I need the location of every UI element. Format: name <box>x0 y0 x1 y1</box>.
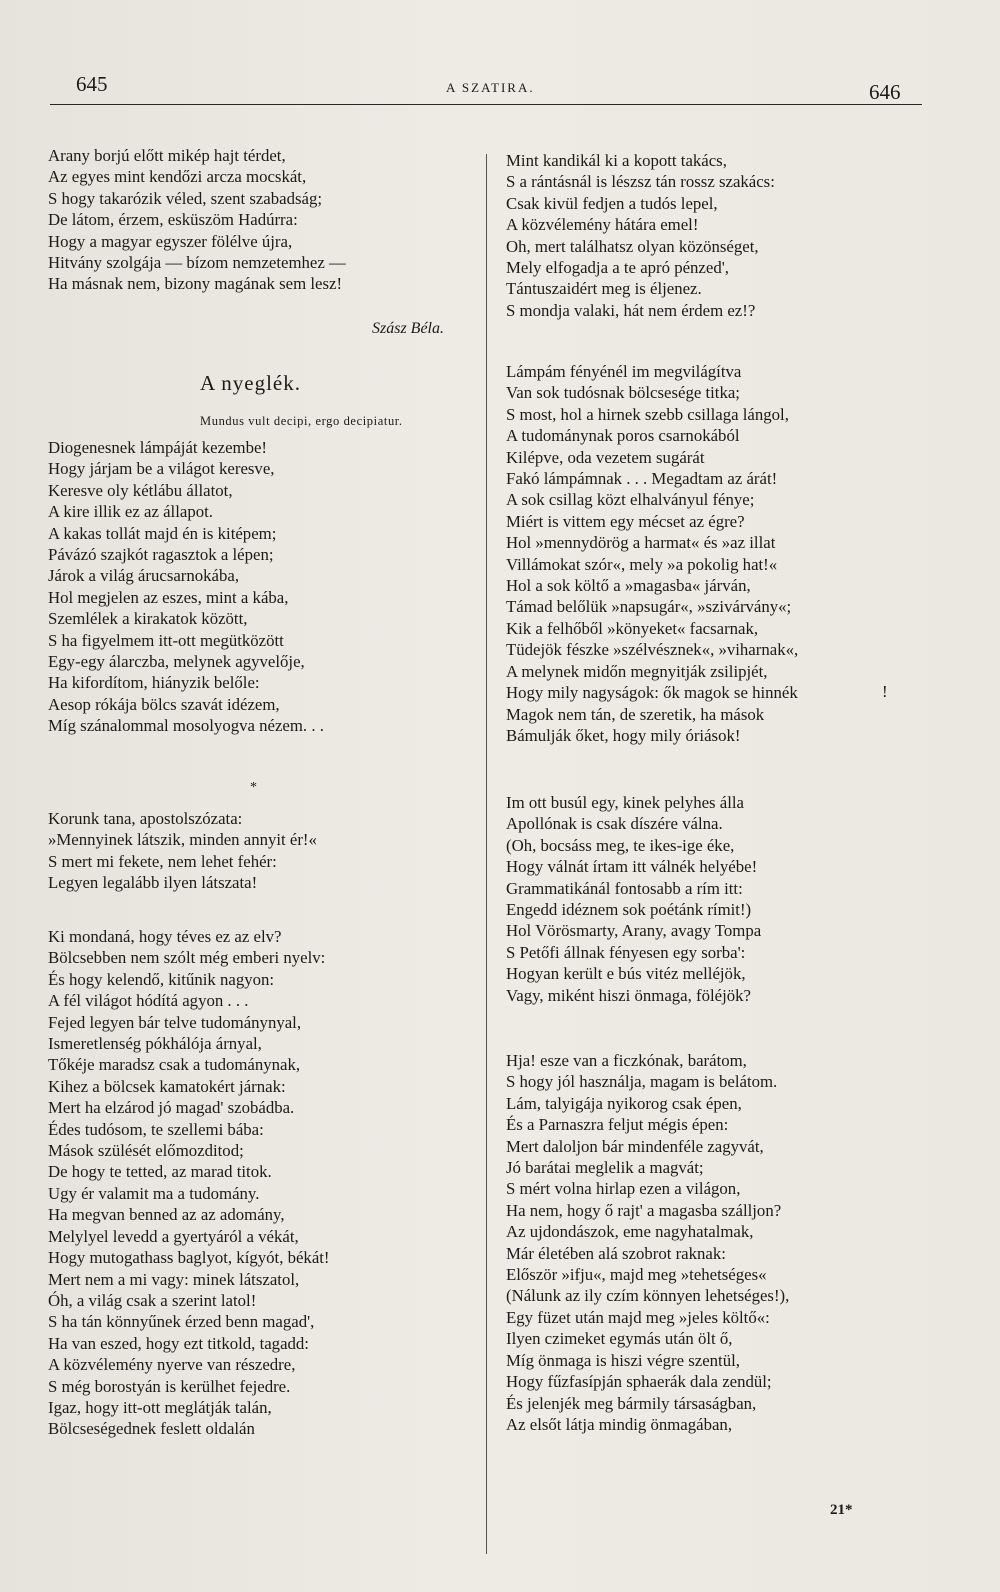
verse-line: Mint kandikál ki a kopott takács, <box>506 151 727 170</box>
verse-line: Szemlélek a kirakatok között, <box>48 609 248 629</box>
verse-line: Diogenesnek lámpáját kezembe! <box>48 438 267 457</box>
verse-line: Hol Vörösmarty, Arany, avagy Tompa <box>506 921 762 941</box>
verse-line: Kihez a bölcsek kamatokért járnak: <box>48 1076 286 1096</box>
page-number-left: 645 <box>76 72 108 96</box>
verse-line: Hogy mutogathass baglyot, kígyót, békát! <box>48 1248 330 1268</box>
verse-line: S mondja valaki, hát nem érdem ez!? <box>506 300 756 320</box>
verse-line: Ha másnak nem, bizony magának sem lesz! <box>48 274 343 294</box>
verse-line: Grammatikánál fontosabb a rím itt: <box>506 878 743 898</box>
verse-line: Járok a világ árucsarnokába, <box>48 566 240 586</box>
stanza <box>48 926 330 1440</box>
stanza <box>48 437 324 737</box>
poem-motto: Mundus vult decipi, ergo decipiatur. <box>200 414 403 428</box>
verse-line: S mért volna hirlap ezen a világon, <box>506 1179 741 1199</box>
stanza <box>506 1050 789 1435</box>
verse-line: S ha tán könnyűnek érzed benn magad', <box>48 1312 315 1332</box>
verse-line: Van sok tudósnak bölcsesége titka; <box>506 383 740 403</box>
verse-line: Már életében alá szobrot raknak: <box>506 1243 726 1263</box>
verse-line: Vagy, miként hiszi önmaga, föléjök? <box>506 985 751 1005</box>
verse-line: Míg önmaga is hiszi végre szentül, <box>506 1350 740 1370</box>
verse-line: Im ott busúl egy, kinek pelyhes álla <box>506 793 744 812</box>
verse-line: De látom, érzem, esküszöm Hadúrra: <box>48 210 298 230</box>
verse-line: Ha kifordítom, hiányzik belőle: <box>48 673 260 693</box>
running-title: A SZATIRA. <box>446 80 535 95</box>
verse-line: Fakó lámpámnak . . . Megadtam az árát! <box>506 469 778 489</box>
verse-line: Az egyes mint kendőzi arcza mocskát, <box>48 167 307 187</box>
verse-line: Támad belőlük »napsugár«, »szivárvány«; <box>506 597 792 617</box>
verse-line: Tüdejök fészke »szélvésznek«, »viharnak«, <box>506 640 799 660</box>
verse-line: S ha figyelmem itt-ott megütközött <box>48 630 284 650</box>
verse-line: Oh, mert találhatsz olyan közönséget, <box>506 236 759 256</box>
verse-line: Villámokat szór«, mely »a pokolig hat!« <box>506 554 778 574</box>
verse-line: Hol megjelen az eszes, mint a kába, <box>48 587 289 607</box>
stanza <box>48 145 346 295</box>
verse-line: Hogy fűzfasípján sphaerák dala zendül; <box>506 1372 772 1392</box>
verse-line: A közvélemény hátára emel! <box>506 215 699 235</box>
verse-line: Csak kivül fedjen a tudós lepel, <box>506 193 718 213</box>
verse-line: (Nálunk az ily czím könnyen lehetséges!), <box>506 1286 790 1306</box>
verse-line: Kilépve, oda vezetem sugárát <box>506 447 705 467</box>
verse-line: Édes tudósom, te szellemi bába: <box>48 1119 264 1139</box>
verse-line: Apollónak is csak díszére válna. <box>506 814 723 834</box>
verse-line: S hogy takarózik véled, szent szabadság; <box>48 188 323 208</box>
verse-line: S a rántásnál is lészsz tán rossz szakács: <box>506 172 775 192</box>
section-separator: * <box>250 780 257 795</box>
verse-line: Lámpám fényénél im megvilágítva <box>506 362 742 381</box>
verse-line: Hja! esze van a ficzkónak, barátom, <box>506 1051 747 1070</box>
margin-mark: ! <box>882 682 888 701</box>
verse-line: S hogy jól használja, magam is belátom. <box>506 1072 778 1092</box>
verse-line: Mert daloljon bár mindenféle zagyvát, <box>506 1136 764 1156</box>
verse-line: Arany borjú előtt mikép hajt térdet, <box>48 146 286 165</box>
verse-line: Az elsőt látja mindig önmagában, <box>506 1414 733 1434</box>
verse-line: Ugy ér valamit ma a tudomány. <box>48 1183 260 1203</box>
verse-line: Egy füzet után majd meg »jeles költő«: <box>506 1307 770 1327</box>
author-attribution: Szász Béla. <box>372 320 444 337</box>
verse-line: És a Parnaszra feljut mégis épen: <box>506 1115 729 1135</box>
verse-line: Lám, talyigája nyikorog csak épen, <box>506 1093 742 1113</box>
verse-line: (Oh, bocsáss meg, te ikes-ige éke, <box>506 835 735 855</box>
verse-line: De hogy te tetted, az marad titok. <box>48 1162 272 1182</box>
verse-line: Az ujdondászok, eme nagyhatalmak, <box>506 1222 754 1242</box>
verse-line: Míg szánalommal mosolyogva nézem. . . <box>48 716 324 736</box>
verse-line: Jó barátai meglelik a magvát; <box>506 1158 704 1178</box>
verse-line: Óh, a világ csak a szerint latol! <box>48 1290 257 1310</box>
verse-line: Mert nem a mi vagy: minek látszatol, <box>48 1269 300 1289</box>
verse-line: Hitvány szolgája — bízom nemzetemhez — <box>48 253 346 273</box>
verse-line: Melylyel levedd a gyertyáról a vékát, <box>48 1226 299 1246</box>
verse-line: Ilyen czimeket egymás után ölt ő, <box>506 1329 733 1349</box>
verse-line: Tántuszaidért meg is éljenez. <box>506 279 702 299</box>
verse-line: Legyen legalább ilyen látszata! <box>48 873 258 893</box>
verse-line: A fél világot hódítá agyon . . . <box>48 991 249 1011</box>
verse-line: Tőkéje maradsz csak a tudománynak, <box>48 1055 301 1075</box>
verse-line: Hogy mily nagyságok: ők magok se hinnék <box>506 683 798 703</box>
verse-line: Aesop rókája bölcs szavát idézem, <box>48 694 280 714</box>
header-rule <box>50 104 922 105</box>
verse-line: S most, hol a hirnek szebb csillaga lángol, <box>506 404 789 424</box>
verse-line: Egy-egy álarczba, melynek agyvelője, <box>48 652 305 672</box>
page-number-right: 646 <box>869 80 901 104</box>
verse-line: S mert mi fekete, nem lehet fehér: <box>48 851 277 871</box>
stanza <box>48 808 317 894</box>
verse-line: És hogy kelendő, kitűnik nagyon: <box>48 969 275 989</box>
verse-line: Engedd idéznem sok poétánk rímit!) <box>506 900 752 920</box>
verse-line: Ismeretlenség pókhálója árnyal, <box>48 1034 262 1054</box>
verse-line: »Mennyinek látszik, minden annyit ér!« <box>48 830 317 850</box>
verse-line: Bölcseségednek feslett oldalán <box>48 1419 255 1439</box>
stanza <box>506 150 775 321</box>
verse-line: S még borostyán is kerülhet fejedre. <box>48 1376 291 1396</box>
verse-line: Ha nem, hogy ő rajt' a magasba szálljon? <box>506 1200 782 1220</box>
verse-line: A kire illik ez az állapot. <box>48 502 213 522</box>
verse-line: Hol »mennydörög a harmat« és »az illat <box>506 533 776 553</box>
signature-mark: 21* <box>830 1502 853 1518</box>
verse-line: Hogyan került e bús vitéz melléjök, <box>506 964 746 984</box>
verse-line: Magok nem tán, de szeretik, ha mások <box>506 704 765 724</box>
verse-line: Hogy a magyar egyszer fölélve újra, <box>48 231 293 251</box>
verse-line: S Petőfi állnak fényesen egy sorba': <box>506 942 746 962</box>
verse-line: Először »ifju«, majd meg »tehetséges« <box>506 1265 767 1285</box>
verse-line: Igaz, hogy itt-ott meglátják talán, <box>48 1397 272 1417</box>
verse-line: Korunk tana, apostolszózata: <box>48 809 243 828</box>
verse-line: Miért is vittem egy mécset az égre? <box>506 511 745 531</box>
verse-line: Mások szülését előmozditod; <box>48 1141 244 1161</box>
verse-line: A kakas tollát majd én is kitépem; <box>48 523 277 543</box>
verse-line: Hogy válnát írtam itt válnék helyébe! <box>506 857 758 877</box>
verse-line: Pávázó szajkót ragasztok a lépen; <box>48 545 274 565</box>
verse-line: Fejed legyen bár telve tudománynyal, <box>48 1012 302 1032</box>
verse-line: A sok csillag közt elhalványul fénye; <box>506 490 755 510</box>
verse-line: Ha megvan benned az az adomány, <box>48 1205 285 1225</box>
verse-line: Bölcsebben nem szólt még emberi nyelv: <box>48 948 326 968</box>
verse-line: Ha van eszed, hogy ezt titkold, tagadd: <box>48 1333 309 1353</box>
verse-line: A tudománynak poros csarnokából <box>506 426 740 446</box>
verse-line: És jelenjék meg bármily társaságban, <box>506 1393 757 1413</box>
verse-line: Hogy járjam be a világot keresve, <box>48 459 275 479</box>
verse-line: A melynek midőn megnyitják zsilipjét, <box>506 661 768 681</box>
verse-line: Bámulják őket, hogy mily óriások! <box>506 725 741 745</box>
verse-line: Ki mondaná, hogy téves ez az elv? <box>48 927 282 946</box>
verse-line: Mely elfogadja a te apró pénzed', <box>506 258 729 278</box>
column-divider <box>486 154 487 1554</box>
verse-line: Mert ha elzárod jó magad' szobádba. <box>48 1098 295 1118</box>
poem-title: A nyeglék. <box>200 371 301 395</box>
verse-line: Kik a felhőből »könyeket« facsarnak, <box>506 618 759 638</box>
stanza <box>506 792 761 1006</box>
stanza <box>506 361 798 746</box>
verse-line: A közvélemény nyerve van részedre, <box>48 1355 296 1375</box>
verse-line: Keresve oly kétlábu állatot, <box>48 480 233 500</box>
verse-line: Hol a sok költő a »magasba« járván, <box>506 576 751 596</box>
